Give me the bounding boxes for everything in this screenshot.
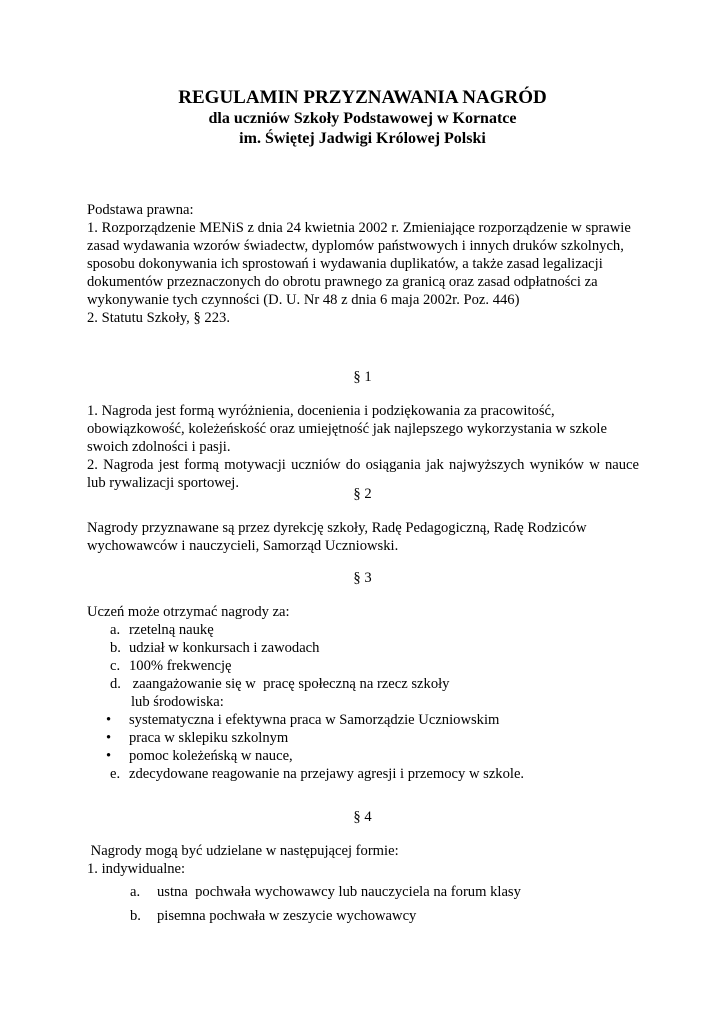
- list-marker: b.: [130, 908, 141, 924]
- section-1-line: 2. Nagroda jest formą motywacji uczniów do osiągania jak najwyższych wyników w nauce: [87, 457, 639, 473]
- legal-basis-section: [87, 201, 639, 327]
- legal-basis-line: dokumentów przeznaczonych do obrotu prawnego za granicą oraz zasad odpłatności za: [87, 274, 598, 290]
- section-3-intro: Uczeń może otrzymać nagrody za:: [87, 604, 290, 620]
- list-text: lub środowiska:: [131, 694, 224, 710]
- list-marker: c.: [110, 658, 121, 674]
- section-2-line: Nagrody przyznawane są przez dyrekcję szkoły, Radę Pedagogiczną, Radę Rodziców: [87, 520, 587, 536]
- section-4-subheading: 1. indywidualne:: [87, 861, 186, 877]
- bullet-icon: •: [106, 712, 112, 728]
- legal-basis-line: 1. Rozporządzenie MENiS z dnia 24 kwietnia 2002 r. Zmieniające rozporządzenie w sprawie: [87, 220, 631, 236]
- list-marker: d.: [110, 676, 121, 692]
- list-marker: a.: [110, 622, 121, 638]
- document-title: REGULAMIN PRZYZNAWANIA NAGRÓD: [178, 87, 547, 108]
- section-4-intro: Nagrody mogą być udzielane w następującej formie:: [87, 843, 399, 859]
- list-marker: a.: [130, 884, 141, 900]
- legal-basis-heading: Podstawa prawna:: [87, 202, 194, 218]
- list-text: pomoc koleżeńską w nauce,: [129, 748, 293, 764]
- list-text: systematyczna i efektywna praca w Samorządzie Uczniowskim: [129, 712, 500, 728]
- section-1-line: lub rywalizacji sportowej.: [87, 475, 239, 491]
- section-mark-4: § 4: [353, 809, 372, 825]
- list-text: praca w sklepiku szkolnym: [129, 730, 289, 746]
- section-1-body: [87, 402, 639, 492]
- bullet-icon: •: [106, 730, 112, 746]
- list-text: rzetelną naukę: [129, 622, 214, 638]
- section-2-line: wychowawców i nauczycieli, Samorząd Uczniowski.: [87, 538, 399, 554]
- section-1-line: swoich zdolności i pasji.: [87, 439, 231, 455]
- list-text: ustna pochwała wychowawcy lub nauczyciela na forum klasy: [157, 884, 521, 900]
- list-text: 100% frekwencję: [129, 658, 232, 674]
- legal-basis-line: 2. Statutu Szkoły, § 223.: [87, 310, 230, 326]
- section-1-line: 1. Nagroda jest formą wyróżnienia, docenienia i podziękowania za pracowitość,: [87, 403, 555, 419]
- list-text: zaangażowanie się w pracę społeczną na rzecz szkoły: [129, 676, 450, 692]
- section-mark-1: § 1: [353, 369, 372, 385]
- section-mark-2: § 2: [353, 486, 372, 502]
- document-subtitle-school: dla uczniów Szkoły Podstawowej w Kornatce: [208, 110, 517, 127]
- list-text: zdecydowane reagowanie na przejawy agresji i przemocy w szkole.: [129, 766, 525, 782]
- legal-basis-line: zasad wydawania wzorów świadectw, dyplomów państwowych i innych druków szkolnych,: [87, 238, 624, 254]
- list-marker: b.: [110, 640, 121, 656]
- section-mark-3: § 3: [353, 570, 372, 586]
- section-1-line: obowiązkowość, koleżeńskość oraz umiejętność jak najlepszego wykorzystania w szkole: [87, 421, 607, 437]
- section-2-body: [87, 519, 639, 555]
- list-text: pisemna pochwała w zeszycie wychowawcy: [157, 908, 417, 924]
- list-text: udział w konkursach i zawodach: [129, 640, 320, 656]
- document-subtitle-patron: im. Świętej Jadwigi Królowej Polski: [239, 130, 486, 147]
- bullet-icon: •: [106, 748, 112, 764]
- legal-basis-line: wykonywanie tych czynności (D. U. Nr 48 z dnia 6 maja 2002r. Poz. 446): [87, 292, 520, 308]
- list-marker: e.: [110, 766, 121, 782]
- legal-basis-line: sposobu dokonywania ich sprostowań i wydawania duplikatów, a także zasad legalizacji: [87, 256, 603, 272]
